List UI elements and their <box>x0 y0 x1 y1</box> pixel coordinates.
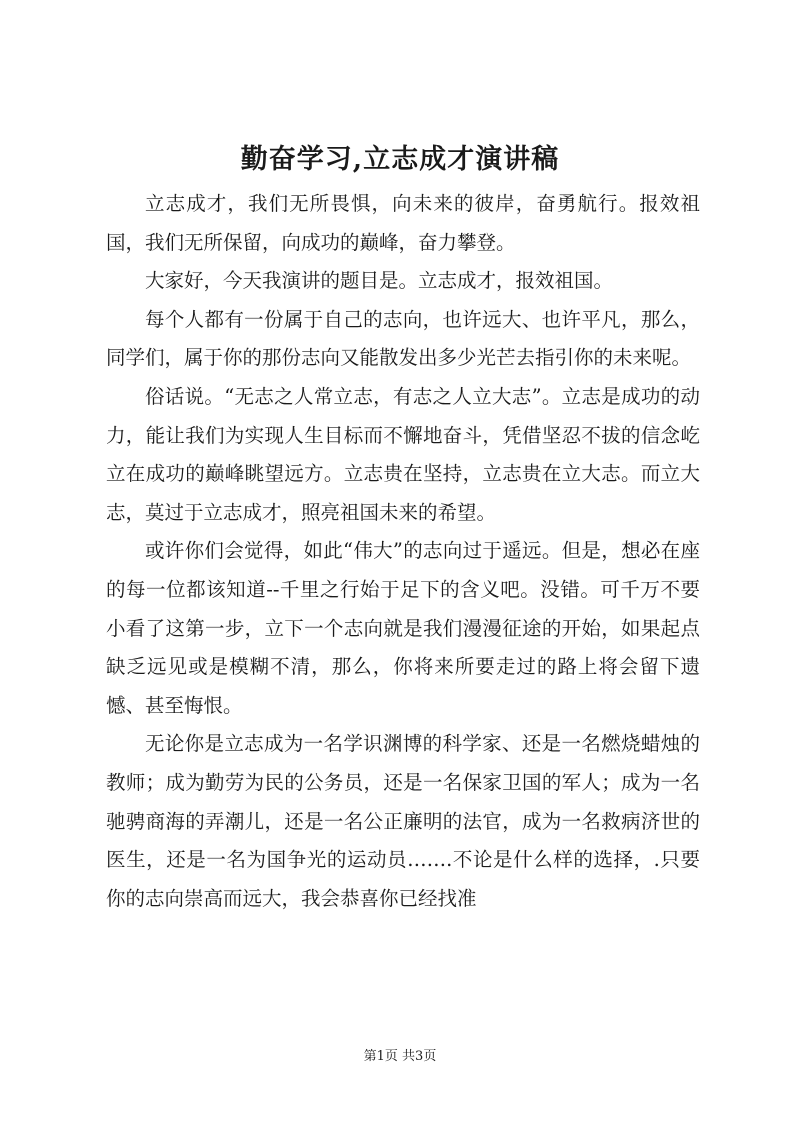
paragraph-5: 或许你们会觉得，如此“伟大”的志向过于遥远。但是，想必在座的每一位都该知道--千里之行始于足下的含义吧。没错。可千万不要小看了这第一步，立下一个志向就是我们漫漫征途的开始，如果起点缺乏远见或是模糊不清，那么，你将来所要走过的路上将会留下遗憾、甚至悔恨。 <box>106 539 700 717</box>
paragraph-2: 大家好，今天我演讲的题目是。立志成才，报效祖国。 <box>145 269 614 293</box>
page-footer: 第1页 共3页 <box>363 1049 437 1064</box>
document-body <box>106 185 700 918</box>
paragraph-1: 立志成才，我们无所畏惧，向未来的彼岸，奋勇航行。报效祖国，我们无所保留，向成功的巅峰，奋力攀登。 <box>106 192 700 254</box>
paragraph-3: 每个人都有一份属于自己的志向，也许远大、也许平凡，那么，同学们，属于你的那份志向又能散发出多少光芒去指引你的未来呢。 <box>106 307 700 370</box>
paragraph-6: 无论你是立志成为一名学识渊博的科学家、还是一名燃烧蜡烛的教师；成为勤劳为民的公务员，还是一名保家卫国的军人；成为一名驰骋商海的弄潮儿，还是一名公正廉明的法官，成为一名救病济世的医生，还是一名为国争光的运动员…….不论是什么样的选择，.只要你的志向崇高而远大，我会恭喜你已经找准 <box>106 732 700 910</box>
paragraph-4: 俗话说。“无志之人常立志，有志之人立大志”。立志是成功的动力，能让我们为实现人生目标而不懈地奋斗，凭借坚忍不拔的信念屹立在成功的巅峰眺望远方。立志贵在坚持，立志贵在立大志。而立大志，莫过于立志成才，照亮祖国未来的希望。 <box>106 384 700 524</box>
document-title: 勤奋学习,立志成才演讲稿 <box>240 144 560 175</box>
